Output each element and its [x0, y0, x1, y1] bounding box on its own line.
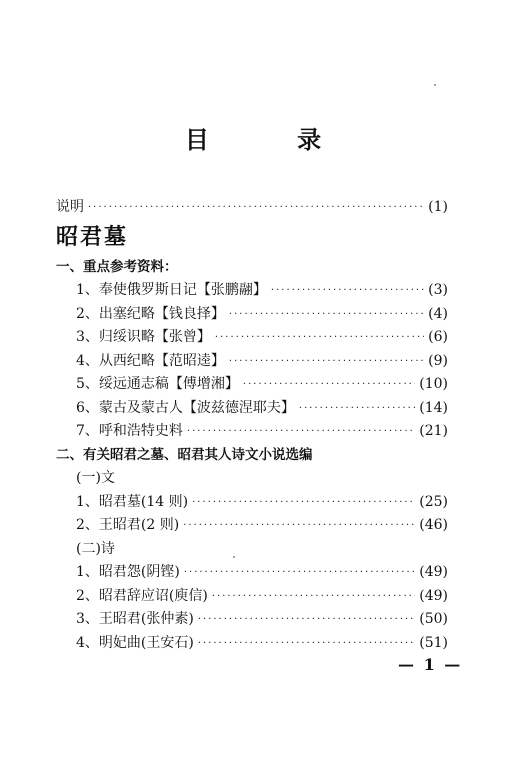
- toc-entry-label: 说明: [56, 199, 84, 215]
- toc-entry[interactable]: [56, 279, 448, 303]
- leader-dots: [212, 585, 415, 609]
- leader-dots: [229, 303, 424, 327]
- toc-entry-label: 3、归绥识略【张曾】: [76, 329, 211, 345]
- toc-entry[interactable]: [56, 491, 448, 515]
- toc-entry[interactable]: [56, 632, 448, 656]
- section-heading-2: 二、有关昭君之墓、昭君其人诗文小说选编: [56, 446, 313, 463]
- toc-entry-page: (49): [419, 564, 448, 580]
- page-title: 目 录: [184, 126, 362, 154]
- leader-dots: [192, 491, 415, 515]
- toc-entry-label: 4、从西纪略【范昭逵】: [76, 352, 225, 369]
- leader-dots: [243, 373, 415, 397]
- toc-entry-page: (3): [428, 282, 448, 298]
- toc-entry-label: 2、昭君辞应诏(庾信): [76, 587, 208, 604]
- print-speck: [434, 84, 436, 86]
- toc-entry-page: (4): [428, 305, 448, 322]
- book-title: 昭君墓: [56, 223, 129, 250]
- toc-entry-page: (14): [419, 399, 448, 416]
- leader-dots: [183, 514, 415, 538]
- toc-entry-page: (6): [428, 329, 448, 345]
- leader-dots: [198, 608, 415, 632]
- toc-entry-page: (49): [419, 587, 448, 604]
- toc-entry-label: 7、呼和浩特史料: [76, 423, 183, 439]
- toc-entry[interactable]: [56, 420, 448, 444]
- toc-entry-label: 5、绥远通志稿【傅增湘】: [76, 376, 239, 392]
- toc-entry[interactable]: [56, 561, 448, 585]
- subsection-heading-prose: (一)文: [76, 470, 115, 486]
- toc-entry-page: (10): [419, 376, 448, 392]
- toc-entry[interactable]: [56, 350, 448, 374]
- table-of-contents: [56, 196, 448, 655]
- toc-entry-label: 1、奉使俄罗斯日记【张鹏翮】: [76, 282, 267, 298]
- toc-entry-page: (25): [419, 493, 448, 510]
- leader-dots: [198, 632, 415, 656]
- toc-entry-label: 1、昭君墓(14 则): [76, 493, 189, 510]
- toc-entry-page: (51): [419, 634, 448, 651]
- toc-entry-page: (50): [419, 611, 448, 627]
- toc-entry-label: 3、王昭君(张仲素): [76, 611, 194, 627]
- toc-entry[interactable]: [56, 608, 448, 632]
- toc-entry-label: 2、王昭君(2 则): [76, 517, 180, 533]
- toc-entry[interactable]: [56, 373, 448, 397]
- toc-entry[interactable]: [56, 397, 448, 421]
- toc-entry[interactable]: [56, 303, 448, 327]
- toc-entry-label: 1、昭君怨(阴铿): [76, 564, 180, 580]
- leader-dots: [299, 397, 415, 421]
- toc-entry[interactable]: [56, 326, 448, 350]
- leader-dots: [184, 561, 415, 585]
- toc-entry-page: (9): [428, 352, 448, 369]
- toc-entry-label: 2、出塞纪略【钱良择】: [76, 305, 225, 322]
- toc-entry-page: (21): [419, 423, 448, 439]
- toc-entry-intro[interactable]: [56, 196, 448, 220]
- toc-entry-page: (1): [428, 199, 448, 215]
- leader-dots: [187, 420, 415, 444]
- page-number: — 1 —: [398, 655, 463, 674]
- toc-entry-label: 4、明妃曲(王安石): [76, 634, 194, 651]
- toc-entry-page: (46): [419, 517, 448, 533]
- toc-entry-label: 6、蒙古及蒙古人【波兹德涅耶夫】: [76, 399, 295, 416]
- section-heading-1: 一、重点参考资料：: [56, 258, 178, 275]
- leader-dots: [88, 196, 424, 220]
- toc-entry[interactable]: [56, 514, 448, 538]
- print-speck: [233, 556, 235, 558]
- leader-dots: [229, 350, 424, 374]
- leader-dots: [215, 326, 424, 350]
- leader-dots: [271, 279, 424, 303]
- subsection-heading-poems: (二)诗: [76, 540, 115, 557]
- toc-entry[interactable]: [56, 585, 448, 609]
